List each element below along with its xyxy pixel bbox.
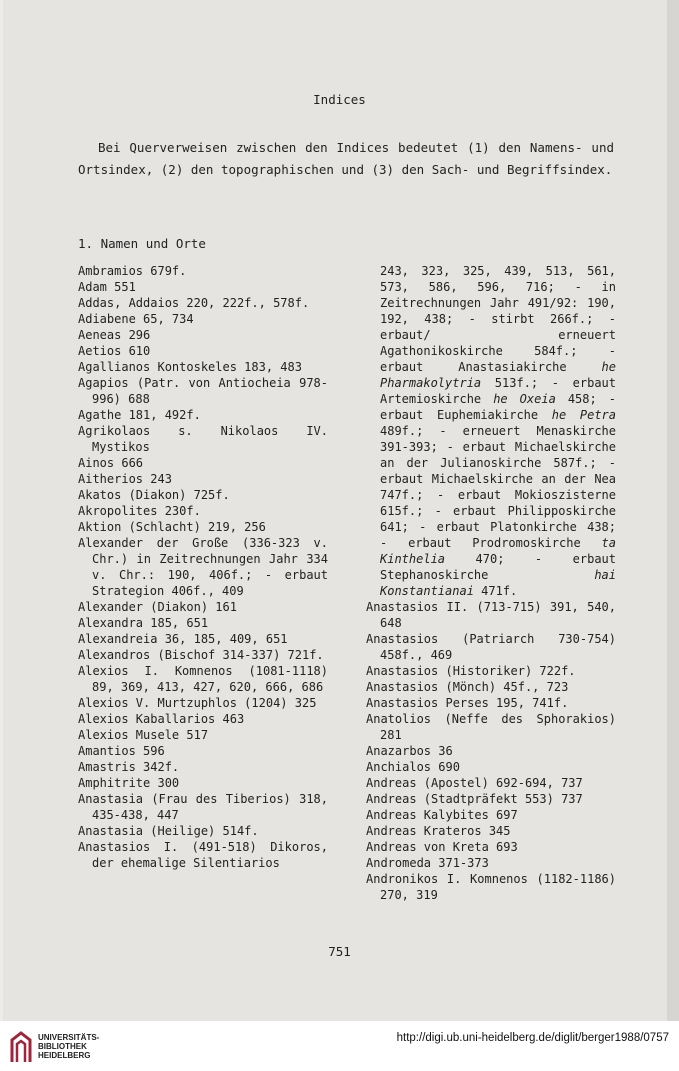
index-entry: Anastasia (Frau des Tiberios) 318, 435-438, 447 — [78, 792, 328, 822]
index-entry: Andromeda 371-373 — [366, 856, 489, 870]
index-entry: Andreas (Stadtpräfekt 553) 737 — [366, 792, 583, 806]
index-entry: Aitherios 243 — [78, 472, 172, 486]
index-entry: Ainos 666 — [78, 456, 144, 470]
index-entry: Aktion (Schlacht) 219, 256 — [78, 520, 266, 534]
index-entry-continued — [366, 263, 616, 599]
index-entry: Anastasios I. (491-518) Dikoros, der ehemalige Silentiarios — [78, 840, 328, 870]
index-entry: Alexandros (Bischof 314-337) 721f. — [78, 648, 324, 662]
index-entry: Anastasios (Historiker) 722f. — [366, 664, 576, 678]
source-url-link[interactable]: http://digi.ub.uni-heidelberg.de/diglit/berger1988/0757 — [396, 1032, 669, 1044]
church-epithet: ta Kinthelia — [380, 536, 616, 566]
index-column-left — [78, 263, 328, 871]
index-entry: Alexios V. Murtzuphlos (1204) 325 — [78, 696, 317, 710]
index-entry: Alexios Musele 517 — [78, 728, 209, 742]
index-entry: Alexandra 185, 651 — [78, 616, 209, 630]
index-entry: Aetios 610 — [78, 344, 151, 358]
index-entry: Andreas von Kreta 693 — [366, 840, 518, 854]
index-entry: Agrikolaos s. Nikolaos IV. Mystikos — [78, 424, 328, 454]
footer-bar — [0, 1021, 679, 1071]
index-entry: Akatos (Diakon) 725f. — [78, 488, 230, 502]
index-column-right — [366, 263, 616, 903]
index-entry: Adiabene 65, 734 — [78, 312, 194, 326]
index-entry: Adam 551 — [78, 280, 136, 294]
index-entry: Anastasios (Mönch) 45f., 723 — [366, 680, 569, 694]
index-entry: Anastasios II. (713-715) 391, 540, 648 — [366, 600, 616, 630]
church-epithet: hai Konstantianai — [380, 568, 616, 598]
church-epithet: he Petra — [551, 408, 616, 422]
entry-text: 243, 323, 325, 439, 513, 561, 573, 586, 596, 716; - in Zeitrechnungen Jahr 491/92: 190, 192, 438; - stirbt 266f.; - erbaut/ erneuert Agathonikoskirche 584f.; - erbaut Anastasiakirche — [380, 264, 616, 374]
section-title: 1. Namen und Orte — [78, 236, 206, 251]
index-entry: Addas, Addaios 220, 222f., 578f. — [78, 296, 310, 310]
index-entry: Amastris 342f. — [78, 760, 180, 774]
index-entry: Andreas Kalybites 697 — [366, 808, 518, 822]
entry-text: 513f.; - erbaut Artemioskirche — [380, 376, 616, 406]
intro-text: Bei Querverweisen zwischen den Indices bedeutet (1) den Namens- und Ortsindex, (2) den topographischen und (3) den Sach- und Begriffsindex. — [78, 140, 614, 177]
library-logo-icon — [8, 1030, 34, 1068]
library-logo-text: UNIVERSITÄTS- BIBLIOTHEK HEIDELBERG — [38, 1033, 100, 1060]
index-entry: Anazarbos 36 — [366, 744, 453, 758]
index-entry: Agathe 181, 492f. — [78, 408, 201, 422]
index-entry: Amphitrite 300 — [78, 776, 180, 790]
index-entry: Agapios (Patr. von Antiocheia 978-996) 688 — [78, 376, 328, 406]
index-entry: Alexandreia 36, 185, 409, 651 — [78, 632, 288, 646]
entry-text: 471f. — [473, 584, 518, 598]
index-entry: Anastasios (Patriarch 730-754) 458f., 469 — [366, 632, 616, 662]
index-entry: Ambramios 679f. — [78, 264, 187, 278]
index-entry: Anatolios (Neffe des Sphorakios) 281 — [366, 712, 616, 742]
index-entry: Amantios 596 — [78, 744, 165, 758]
intro-paragraph — [78, 137, 614, 181]
index-entry: Anastasia (Heilige) 514f. — [78, 824, 259, 838]
index-entry: Alexander (Diakon) 161 — [78, 600, 237, 614]
index-entry: Agallianos Kontoskeles 183, 483 — [78, 360, 302, 374]
running-header: Indices — [313, 92, 366, 107]
entry-text: 458; - erbaut Euphemiakirche — [380, 392, 616, 422]
church-epithet: he Pharmakolytria — [380, 360, 616, 390]
index-entry: Andreas (Apostel) 692-694, 737 — [366, 776, 583, 790]
index-entry: Alexios Kaballarios 463 — [78, 712, 245, 726]
index-entry: Akropolites 230f. — [78, 504, 201, 518]
entry-text: 470; - erbaut Stephanoskirche — [380, 552, 616, 582]
page-number: 751 — [328, 944, 351, 959]
page-edge — [667, 0, 679, 1021]
index-entry: Alexios I. Komnenos (1081-1118) 89, 369, 413, 427, 620, 666, 686 — [78, 664, 328, 694]
index-entry: Anchialos 690 — [366, 760, 460, 774]
index-entry: Alexander der Große (336-323 v. Chr.) in Zeitrechnungen Jahr 334 v. Chr.: 190, 406f.; - erbaut Strategion 406f., 409 — [78, 536, 328, 598]
index-entry: Anastasios Perses 195, 741f. — [366, 696, 569, 710]
index-entry: Aeneas 296 — [78, 328, 151, 342]
index-entry: Andreas Krateros 345 — [366, 824, 511, 838]
entry-text: 489f.; - erneuert Menaskirche 391-393; - erbaut Michaelskirche an der Julianoskirche 587f.; - erbaut Michaelskirche an der Nea 747f.; - erbaut Mokioszisterne 615f.; - erbaut Philipposkirche 641; - erbaut Platonkirche 438; - erbaut Prodromoskirche — [380, 424, 616, 550]
church-epithet: he Oxeia — [493, 392, 556, 406]
index-entry: Andronikos I. Komnenos (1182-1186) 270, 319 — [366, 872, 616, 902]
